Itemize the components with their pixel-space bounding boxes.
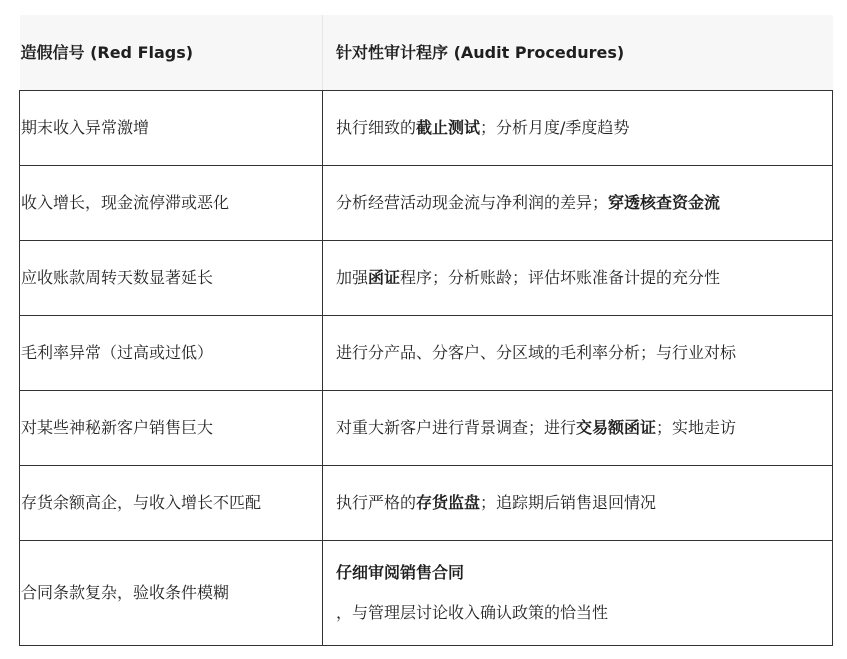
table-row bbox=[20, 541, 833, 646]
audit-table-container bbox=[19, 15, 832, 646]
procedure-text: 加强 bbox=[336, 268, 369, 287]
audit-procedure-cell bbox=[323, 391, 833, 466]
audit-procedure-cell bbox=[323, 91, 833, 166]
red-flag-cell: 应收账款周转天数显著延长 bbox=[20, 241, 323, 316]
procedure-keyword: 存货监盘 bbox=[416, 493, 481, 512]
red-flag-cell: 存货余额高企，与收入增长不匹配 bbox=[20, 466, 323, 541]
procedure-keyword: 截止测试 bbox=[416, 118, 481, 137]
header-audit-procedures: 针对性审计程序 (Audit Procedures) bbox=[323, 15, 833, 91]
procedure-text: 进行分产品、分客户、分区域的毛利率分析；与行业对标 bbox=[336, 343, 737, 362]
header-row bbox=[20, 15, 833, 91]
procedure-keyword: 仔细审阅销售合同 bbox=[336, 563, 465, 582]
table-row bbox=[20, 166, 833, 241]
table-row bbox=[20, 466, 833, 541]
procedure-line bbox=[336, 562, 832, 584]
red-flag-cell: 对某些神秘新客户销售巨大 bbox=[20, 391, 323, 466]
audit-procedure-cell bbox=[323, 466, 833, 541]
procedure-text: ；追踪期后销售退回情况 bbox=[480, 493, 657, 512]
table-row bbox=[20, 316, 833, 391]
table-header bbox=[20, 15, 833, 91]
table-row bbox=[20, 241, 833, 316]
audit-procedure-cell bbox=[323, 541, 833, 646]
procedure-text: ；分析月度/季度趋势 bbox=[480, 118, 630, 137]
procedure-text: 对重大新客户进行背景调查；进行 bbox=[336, 418, 577, 437]
procedure-text: 分析经营活动现金流与净利润的差异； bbox=[336, 193, 609, 212]
audit-procedure-cell bbox=[323, 316, 833, 391]
red-flag-cell: 收入增长，现金流停滞或恶化 bbox=[20, 166, 323, 241]
procedure-keyword: 函证 bbox=[368, 268, 401, 287]
red-flag-cell: 毛利率异常（过高或过低） bbox=[20, 316, 323, 391]
procedure-keyword: 交易额函证 bbox=[576, 418, 657, 437]
procedure-text: 执行细致的 bbox=[336, 118, 417, 137]
audit-procedure-cell bbox=[323, 166, 833, 241]
red-flags-audit-table bbox=[19, 15, 833, 646]
red-flag-cell: 期末收入异常激增 bbox=[20, 91, 323, 166]
procedure-text: 程序；分析账龄；评估坏账准备计提的充分性 bbox=[400, 268, 721, 287]
procedure-text: ，与管理层讨论收入确认政策的恰当性 bbox=[336, 603, 609, 622]
procedure-text: 执行严格的 bbox=[336, 493, 417, 512]
table-row bbox=[20, 91, 833, 166]
red-flag-cell: 合同条款复杂，验收条件模糊 bbox=[20, 541, 323, 646]
header-red-flags: 造假信号 (Red Flags) bbox=[20, 15, 323, 91]
procedure-line bbox=[336, 602, 832, 624]
audit-procedure-cell bbox=[323, 241, 833, 316]
table-body bbox=[20, 91, 833, 646]
table-row bbox=[20, 391, 833, 466]
procedure-keyword: 穿透核查资金流 bbox=[608, 193, 721, 212]
procedure-text: ；实地走访 bbox=[656, 418, 737, 437]
